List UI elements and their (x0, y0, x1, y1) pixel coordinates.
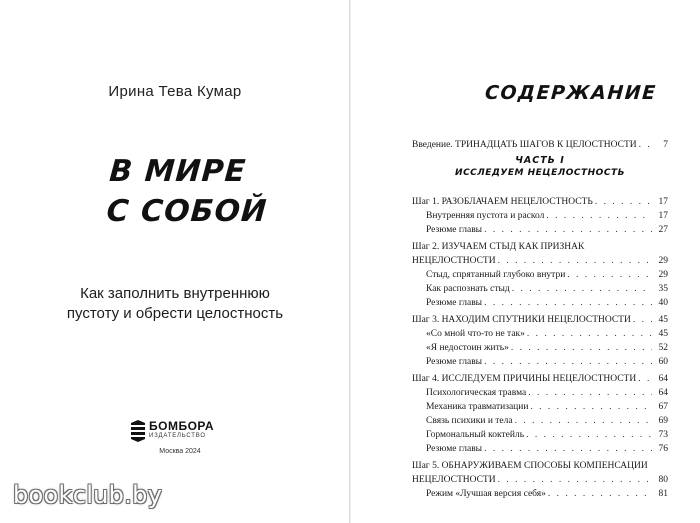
toc-entry-label: НЕЦЕЛОСТНОСТИ (412, 256, 496, 266)
toc-entry-intro (412, 138, 668, 152)
toc-item (426, 282, 668, 296)
toc-step (412, 459, 668, 473)
toc-page-number: 64 (658, 374, 668, 384)
toc-leader-dots (511, 341, 652, 355)
toc-page-number: 35 (658, 284, 668, 294)
publisher-name: БОМБОРА (149, 419, 215, 433)
toc-leader-dots (484, 442, 652, 456)
toc-entry-label: «Со мной что-то не так» (426, 329, 525, 339)
toc-item (426, 428, 668, 442)
toc-item (426, 209, 668, 223)
toc-entry-label: Шаг 1. РАЗОБЛАЧАЕМ НЕЦЕЛОСТНОСТЬ (412, 197, 593, 207)
toc-step-continued (412, 473, 668, 487)
toc-entry-label: Шаг 5. ОБНАРУЖИВАЕМ СПОСОБЫ КОМПЕНСАЦИИ (412, 461, 648, 471)
toc-item (426, 268, 668, 282)
toc-item (426, 296, 668, 310)
toc-leader-dots (498, 473, 652, 487)
toc-page-number: 29 (658, 270, 668, 280)
toc-step (412, 313, 668, 327)
toc-page-number: 73 (658, 430, 668, 440)
toc-step (412, 240, 668, 254)
toc-item (426, 487, 668, 501)
toc-entry-label: Шаг 4. ИССЛЕДУЕМ ПРИЧИНЫ НЕЦЕЛОСТНОСТИ (412, 374, 637, 384)
publisher-block (125, 417, 235, 461)
toc-leader-dots (530, 400, 652, 414)
toc-page-number: 17 (658, 211, 668, 221)
toc-entry-label: Гормональный коктейль (426, 430, 525, 440)
toc-leader-dots (515, 414, 652, 428)
toc-item (426, 400, 668, 414)
toc-leader-dots (527, 327, 652, 341)
toc-leader-dots (512, 282, 652, 296)
toc-entry-label: Психологическая травма (426, 388, 527, 398)
toc-page-number: 69 (658, 416, 668, 426)
toc-page-number: 29 (658, 256, 668, 266)
toc-item (426, 327, 668, 341)
toc-leader-dots (528, 386, 652, 400)
toc-item (426, 386, 668, 400)
book-title-line: С СОБОЙ (105, 194, 269, 229)
toc-leader-dots (639, 138, 652, 152)
subtitle-line: Как заполнить внутреннюю (80, 285, 270, 302)
toc-item (426, 414, 668, 428)
toc-entry-label: Механика травматизации (426, 402, 529, 412)
toc-leader-dots (638, 372, 652, 386)
toc-leader-dots (498, 254, 652, 268)
toc-leader-dots (633, 313, 652, 327)
toc-item (426, 442, 668, 456)
toc-page-number: 7 (663, 140, 668, 150)
toc-step (412, 372, 668, 386)
toc-leader-dots (484, 355, 652, 369)
toc-leader-dots (484, 223, 652, 237)
toc-page-number: 27 (658, 225, 668, 235)
bombora-logo-icon (129, 419, 147, 443)
toc-step-continued (412, 254, 668, 268)
book-title (105, 152, 269, 232)
toc-item (426, 341, 668, 355)
toc-entry-label: Стыд, спрятанный глубоко внутри (426, 270, 566, 280)
toc-page-number: 80 (658, 475, 668, 485)
toc-entry-label: Резюме главы (426, 225, 483, 235)
toc-page-number: 60 (658, 357, 668, 367)
author-name: Ирина Тева Кумар (108, 83, 242, 100)
toc-entry-label: Шаг 2. ИЗУЧАЕМ СТЫД КАК ПРИЗНАК (412, 242, 585, 252)
toc-entry-label: Связь психики и тела (426, 416, 513, 426)
part-name: ИССЛЕДУЕМ НЕЦЕЛОСТНОСТЬ (455, 168, 625, 178)
publisher-city-year: Москва 2024 (159, 448, 201, 455)
toc-page-number: 76 (658, 444, 668, 454)
toc-entry-label: Резюме главы (426, 444, 483, 454)
watermark: bookclub.by (13, 481, 163, 509)
toc-page-number: 45 (658, 329, 668, 339)
toc-heading: СОДЕРЖАНИЕ (484, 82, 658, 104)
toc-entry-label: «Я недостоин жить» (426, 343, 509, 353)
toc-leader-dots (546, 209, 652, 223)
toc-step (412, 195, 668, 209)
publisher-subtitle: ИЗДАТЕЛЬСТВО (149, 433, 206, 439)
toc-entry-label: Резюме главы (426, 298, 483, 308)
toc-entry-label: НЕЦЕЛОСТНОСТИ (412, 475, 496, 485)
toc-leader-dots (548, 487, 652, 501)
book-title-line: В МИРЕ (108, 154, 248, 189)
toc-page-number: 17 (658, 197, 668, 207)
part-label: ЧАСТЬ I (515, 155, 565, 166)
toc-entry-label: Резюме главы (426, 357, 483, 367)
toc-leader-dots (484, 296, 652, 310)
toc-leader-dots (595, 195, 652, 209)
toc-entry-label: Внутренняя пустота и раскол (426, 211, 545, 221)
toc-page-number: 52 (658, 343, 668, 353)
toc-entry-label: Введение. ТРИНАДЦАТЬ ШАГОВ К ЦЕЛОСТНОСТИ (412, 140, 637, 150)
subtitle-line: пустоту и обрести целостность (66, 305, 284, 322)
toc-page-number: 64 (658, 388, 668, 398)
toc-item (426, 223, 668, 237)
toc-entry-label: Как распознать стыд (426, 284, 510, 294)
toc-leader-dots (526, 428, 652, 442)
toc-entry-label: Шаг 3. НАХОДИМ СПУТНИКИ НЕЦЕЛОСТНОСТИ (412, 315, 631, 325)
toc-leader-dots (567, 268, 652, 282)
toc-page-number: 45 (658, 315, 668, 325)
page-gutter (349, 0, 351, 523)
book-subtitle (40, 284, 310, 324)
toc-item (426, 355, 668, 369)
toc-page-number: 67 (658, 402, 668, 412)
toc-page-number: 81 (658, 489, 668, 499)
toc-entry-label: Режим «Лучшая версия себя» (426, 489, 546, 499)
toc-page-number: 40 (658, 298, 668, 308)
